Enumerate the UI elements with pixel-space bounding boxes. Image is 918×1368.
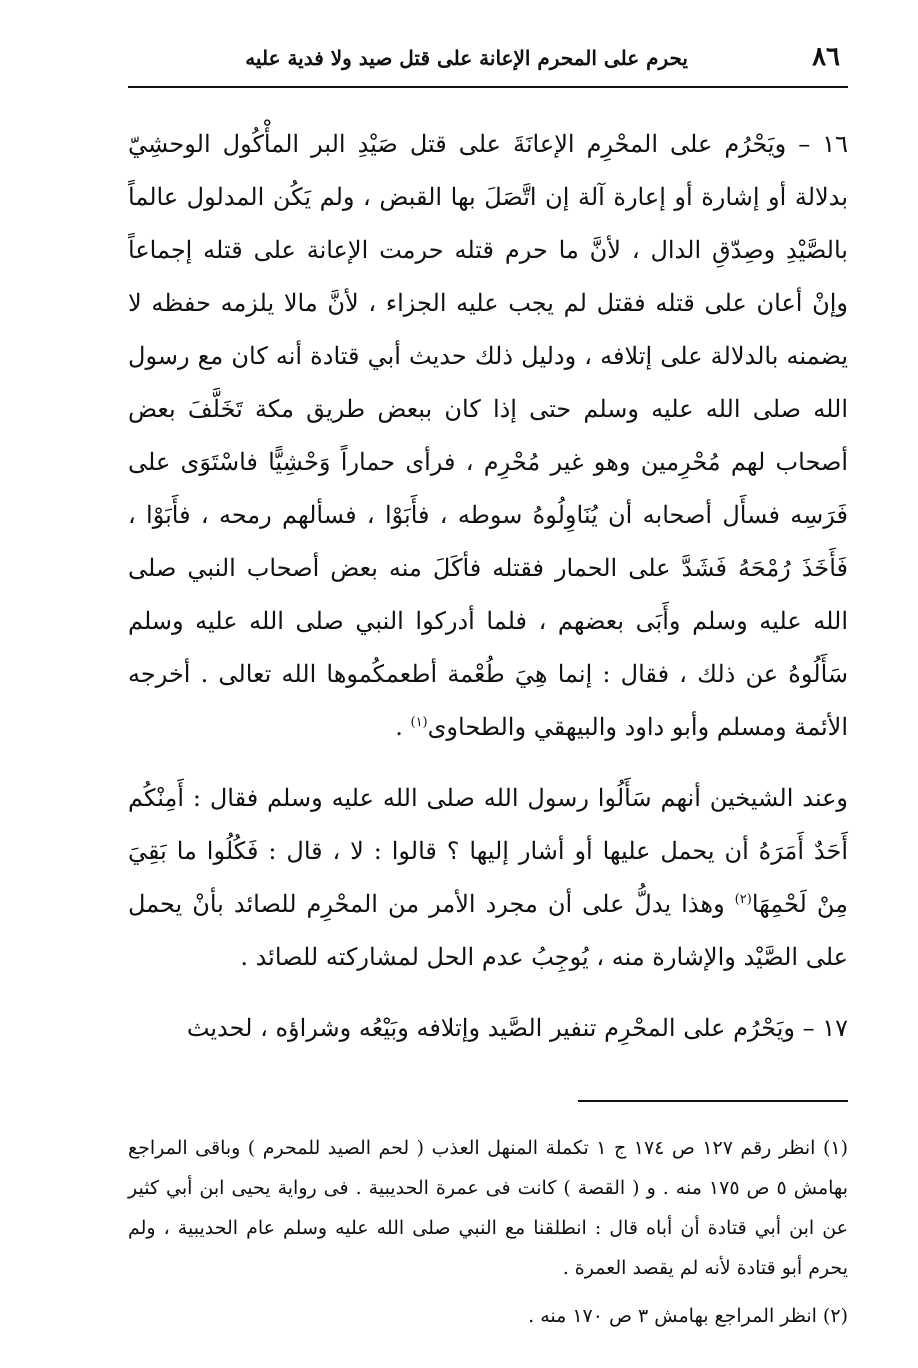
running-title: يحرم على المحرم الإعانة على قتل صيد ولا فدية عليه	[245, 46, 688, 70]
footnote-2: (٢) انظر المراجع بهامش ٣ ص ١٧٠ منه .	[528, 1305, 848, 1327]
paragraph-shaykhayn-rest: وهذا يدلُّ على أن مجرد الأمر من المحْرِم للصائد بأنْ يحمل على الصَّيْد والإشارة منه ، يُوجِبُ عدم الحل لمشاركته للصائد .	[128, 890, 848, 971]
paragraph-16	[128, 118, 848, 754]
footnotes	[128, 1128, 848, 1336]
paragraph-16-text: ١٦ – ويَحْرُم على المحْرِم الإعانَةَ على قتل صَيْدِ البر المأْكُول الوحشِيّ بدلالة أو إشارة أو إعارة آلة إن اتَّصَلَ بها القبض ، ولم يَكُن المدلول عالماً بالصَّيْدِ وصِدّقِ الدال ، لأنَّ ما حرم قتله حرمت الإعانة على قتله إجماعاً وإنْ أعان على قتله فقتل لم يجب عليه الجزاء ، لأنَّ مالا يلزمه حفظه لا يضمنه بالدلالة على إتلافه ، ودليل ذلك حديث أبي قتادة أنه كان مع رسول الله صلى الله عليه وسلم حتى إذا كان ببعض طريق مكة تَخَلَّفَ بعض أصحاب لهم مُحْرِمين وهو غير مُحْرِم ، فرأى حماراً وَحْشِيًّا فاسْتَوَى على فَرَسِه فسأَل أصحابه أن يُنَاوِلُوهُ سوطه ، فأَبَوْا ، فسألهم رمحه ، فأَبَوْا ، فَأَخَذَ رُمْحَهُ فَشَدَّ على الحمار فقتله فأكَلَ منه بعض أصحاب النبي صلى الله عليه وسلم وأَبَى بعضهم ، فلما أدركوا النبي صلى الله عليه وسلم سَأَلُوهُ عن ذلك ، فقال : إنما هِيَ طُعْمة أطعمكُموها الله تعالى . أخرجه الأئمة ومسلم وأبو داود والبيهقي والطحاوى	[128, 130, 848, 741]
paragraph-shaykhayn-text: وعند الشيخين أنهم سَأَلُوا رسول الله صلى الله عليه وسلم فقال : أَمِنْكُم أَحَدٌ أَمَرَهُ أن يحمل عليها أو أشار إليها ؟ قالوا : لا ، قال : فَكُلُوا ما بَقِيَ مِنْ لَحْمِهَا	[128, 784, 848, 918]
footnote-ref-1: (١)	[410, 715, 428, 730]
footnote-divider	[578, 1100, 848, 1102]
page-header	[128, 36, 848, 88]
main-text	[128, 118, 848, 1055]
footnote-1: (١) انظر رقم ١٢٧ ص ١٧٤ ج ١ تكملة المنهل العذب ( لحم الصيد للمحرم ) وباقى المراجع بهامش ٥ ص ١٧٥ منه . و ( القصة ) كانت فى عمرة الحديبية . فى رواية يحيى ابن أبي كثير عن ابن أبي قتادة أن أباه قال : انطلقنا مع النبي صلى الله عليه وسلم عام الحديبية ، ولم يحرم أبو قتادة لأنه لم يقصد العمرة .	[128, 1137, 848, 1279]
paragraph-shaykhayn	[128, 772, 848, 984]
paragraph-16-end: .	[395, 713, 411, 741]
page-number: ٨٦	[812, 42, 840, 72]
paragraph-17: ١٧ – ويَحْرُم على المحْرِم تنفير الصَّيد وإتلافه وبَيْعُه وشراؤه ، لحديث	[186, 1014, 848, 1042]
footnote-ref-2: (٢)	[734, 892, 752, 907]
